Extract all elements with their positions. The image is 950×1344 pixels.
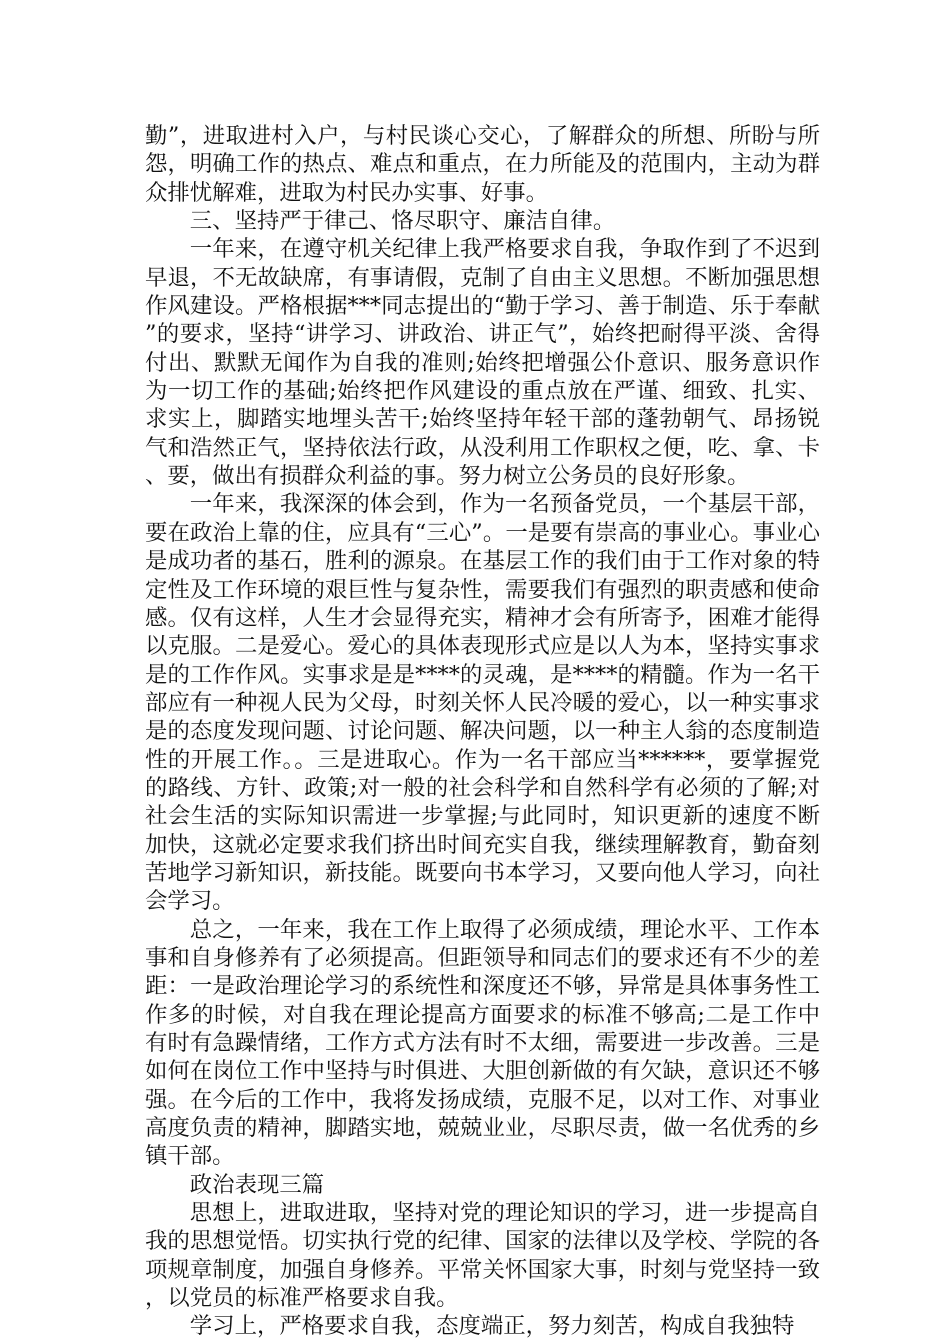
section-heading-three: 三、坚持严于律己、恪尽职守、廉洁自律。 — [189, 208, 616, 235]
paragraph-three-hearts: 一年来，我深深的体会到，作为一名预备党员，一个基层干部，要在政治上靠的住，应具有“三心”。一是要有崇高的事业心。事业心是成功者的基石，胜利的源泉。在基层工作的我们由于工作对象的特定性及工作环境的艰巨性与复杂性，需要我们有强烈的职责感和使命感。仅有这样，人生才会显得充实，精神才会有所寄予，困难才能得以克服。二是爱心。爱心的具体表现形式应是以人为本，坚持实事求是的工作作风。实事求是是****的灵魂，是****的精髓。作为一名干部应有一种视人民为父母，时刻关怀人民冷暖的爱心，以一种实事求是的态度发现问题、讨论问题、解决问题，以一种主人翁的态度制造性的开展工作。。三是进取心。作为一名干部应当******，要掌握党的路线、方针、政策;对一般的社会科学和自然科学有必须的了解;对社会生活的实际知识需进一步掌握;与此同时，知识更新的速度不断加快，这就必定要求我们挤出时间充实自我，继续理解教育，勤奋刻苦地学习新知识，新技能。既要向书本学习，又要向他人学习，向社会学习。 — [145, 491, 820, 915]
paragraph-discipline: 一年来，在遵守机关纪律上我严格要求自我，争取作到了不迟到早退，不无故缺席，有事请假，克制了自由主义思想。不断加强思想作风建设。严格根据***同志提出的“勤于学习、善于制造、乐于奉献”的要求，坚持“讲学习、讲政治、讲正气”，始终把耐得平淡、舍得付出、默默无闻作为自我的准则;始终把增强公仆意识、服务意识作为一切工作的基础;始终把作风建设的重点放在严谨、细致、扎实、求实上，脚踏实地埋头苦干;始终坚持年轻干部的蓬勃朝气、昂扬锐气和浩然正气，坚持依法行政，从没利用工作职权之便，吃、拿、卡、要，做出有损群众利益的事。努力树立公务员的良好形象。 — [145, 236, 820, 490]
paragraph-thought: 思想上，进取进取，坚持对党的理论知识的学习，进一步提高自我的思想觉悟。切实执行党的纪律、国家的法律以及学校、学院的各项规章制度，加强自身修养。平常关怀国家大事，时刻与党坚持一致，以党员的标准严格要求自我。 — [145, 1200, 820, 1312]
paragraph-continuation: 勤”，进取进村入户，与村民谈心交心，了解群众的所想、所盼与所怨，明确工作的热点、难点和重点，在力所能及的范围内，主动为群众排忧解难，进取为村民办实事、好事。 — [145, 123, 820, 206]
document-body — [145, 122, 820, 1341]
paragraph-summary: 总之，一年来，我在工作上取得了必须成绩，理论水平、工作本事和自身修养有了必须提高。但距领导和同志们的要求还有不少的差距：一是政治理论学习的系统性和深度还不够，异常是具体事务性工作多的时候，对自我在理论提高方面要求的标准不够高;二是工作中有时有急躁情绪，工作方式方法有时不太细，需要进一步改善。三是如何在岗位工作中坚持与时俱进、大胆创新做的有欠缺，意识还不够强。在今后的工作中，我将发扬成绩，克服不足，以对工作、对事业高度负责的精神，脚踏实地，兢兢业业，尽职尽责，做一名优秀的乡镇干部。 — [145, 916, 820, 1170]
section-heading-political: 政治表现三篇 — [189, 1171, 325, 1198]
paragraph-study: 学习上，严格要求自我，态度端正，努力刻苦，构成自我独特 — [189, 1313, 795, 1340]
